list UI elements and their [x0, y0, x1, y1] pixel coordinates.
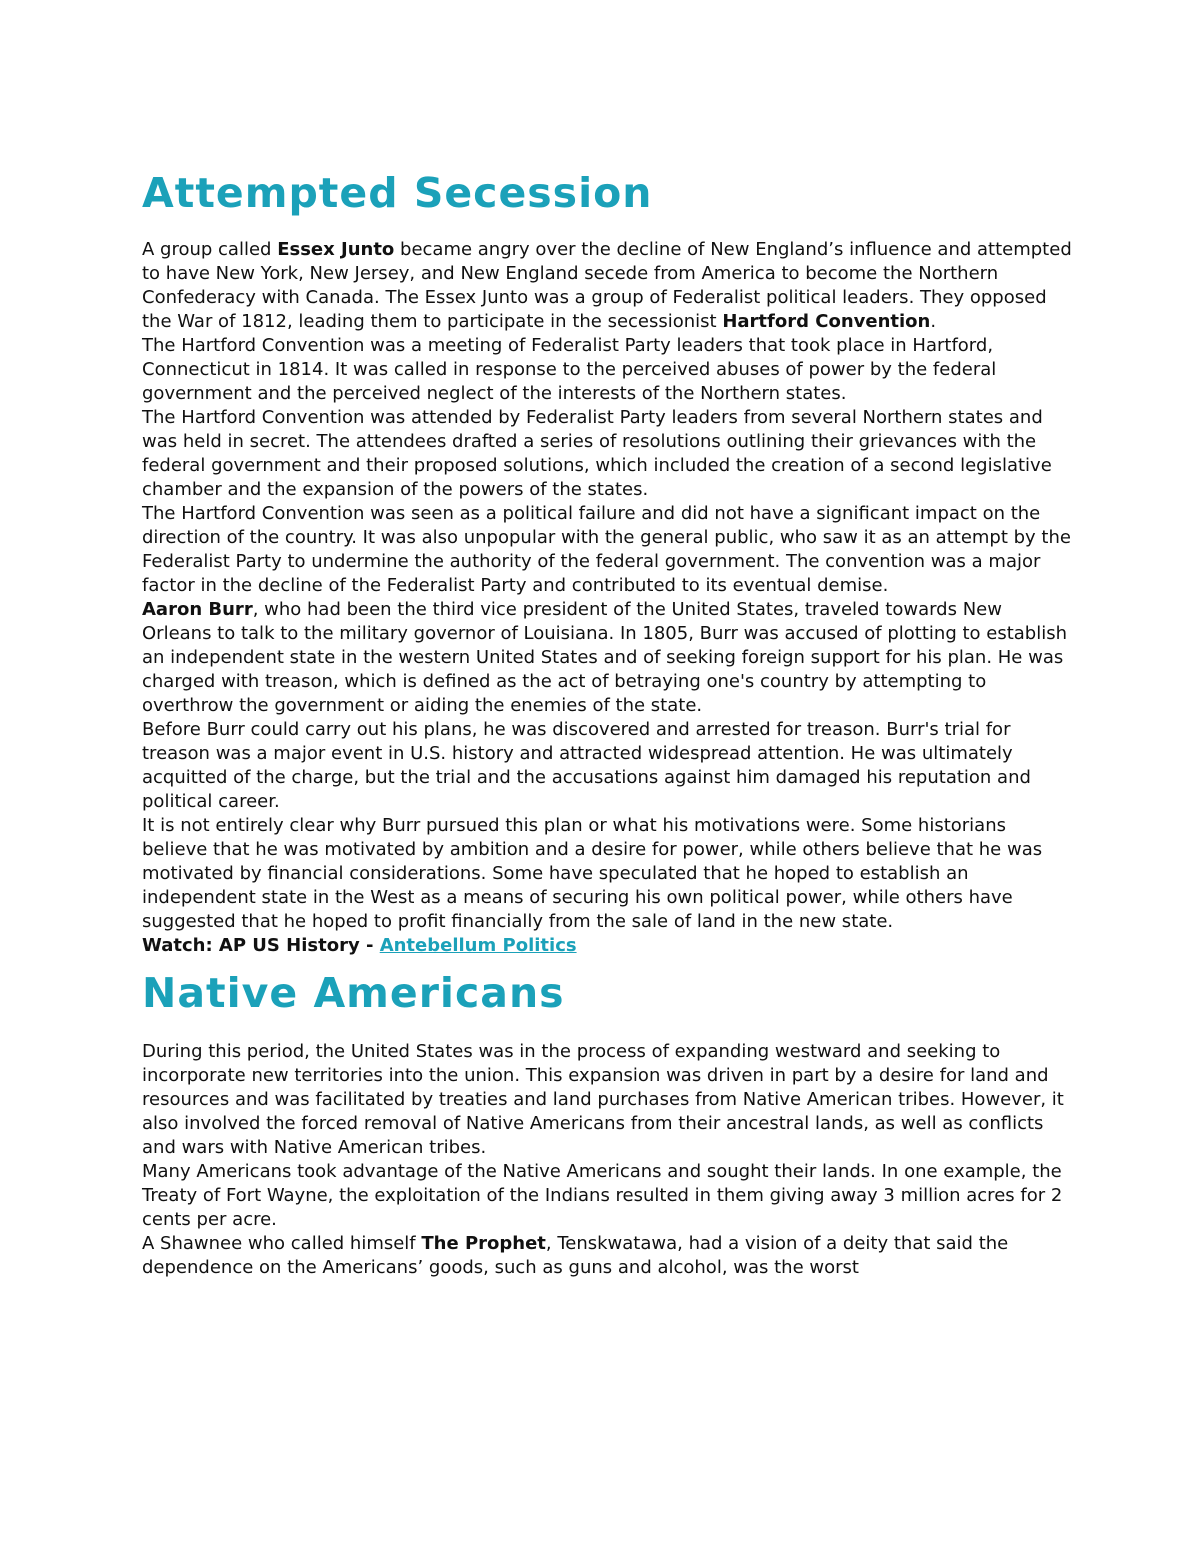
text-run: became angry over the decline of New England’s influence and attempted to have New York, New Jersey, and New England secede from America to become the Northern Confederacy with Canada. The Essex Junto was a group of Federalist political leaders. They opposed the War of 1812, leading them to participate in the secessionist — [142, 239, 1072, 332]
document-page — [142, 166, 1072, 1280]
paragraph-burr-trial: Before Burr could carry out his plans, he was discovered and arrested for treason. Burr's trial for treason was a major event in U.S. history and attracted widespread attention. He was ultimately acquitted of the charge, but the trial and the accusations against him damaged his reputation and political career. — [142, 719, 1031, 812]
text-run: , who had been the third vice president of the United States, traveled towards New Orleans to talk to the military governor of Louisiana. In 1805, Burr was accused of plotting to establish an independent state in the western United States and of seeking foreign support for his plan. He was charged with treason, which is defined as the act of betraying one's country by attempting to overthrow the government or aiding the enemies of the state. — [142, 599, 1068, 716]
antebellum-politics-link[interactable]: Antebellum Politics — [379, 935, 577, 956]
text-run: A group called — [142, 239, 278, 260]
heading-attempted-secession: Attempted Secession — [142, 169, 653, 217]
paragraph-aaron-burr — [142, 598, 1072, 718]
watch-label: Watch: AP US History - — [142, 935, 380, 956]
term-aaron-burr: Aaron Burr — [142, 599, 253, 620]
text-run: . — [930, 311, 937, 332]
paragraph-hartford-attendees: The Hartford Convention was attended by Federalist Party leaders from several Northern states and was held in secret. The attendees drafted a series of resolutions outlining their grievances with the federal government and their proposed solutions, which included the creation of a second legislative chamber and the expansion of the powers of the states. — [142, 407, 1052, 500]
term-the-prophet: The Prophet — [421, 1233, 546, 1254]
paragraph-essex-junto — [142, 238, 1072, 334]
text-run: A Shawnee who called himself — [142, 1233, 422, 1254]
watch-line — [142, 934, 1072, 958]
text-run: , Tenskwatawa, had a vision of a deity that said the dependence on the Americans’ goods, such as guns and alcohol, was the worst — [142, 1233, 1009, 1278]
term-hartford-convention: Hartford Convention — [722, 311, 931, 332]
paragraph-the-prophet — [142, 1232, 1072, 1280]
paragraph-westward-expansion: During this period, the United States was in the process of expanding westward and seeking to incorporate new territories into the union. This expansion was driven in part by a desire for land and resources and was facilitated by treaties and land purchases from Native American tribes. However, it also involved the forced removal of Native Americans from their ancestral lands, as well as conflicts and wars with Native American tribes. — [142, 1041, 1064, 1158]
paragraph-fort-wayne: Many Americans took advantage of the Native Americans and sought their lands. In one example, the Treaty of Fort Wayne, the exploitation of the Indians resulted in them giving away 3 million acres for 2 cents per acre. — [142, 1161, 1063, 1230]
paragraph-hartford-meeting: The Hartford Convention was a meeting of Federalist Party leaders that took place in Hartford, Connecticut in 1814. It was called in response to the perceived abuses of power by the federal government and the perceived neglect of the interests of the Northern states. — [142, 335, 997, 404]
heading-native-americans: Native Americans — [142, 969, 565, 1017]
paragraph-burr-motivations: It is not entirely clear why Burr pursued this plan or what his motivations were. Some historians believe that he was motivated by ambition and a desire for power, while others believe that he was motivated by financial considerations. Some have speculated that he hoped to establish an independent state in the West as a means of securing his own political power, while others have suggested that he hoped to profit financially from the sale of land in the new state. — [142, 815, 1043, 932]
term-essex-junto: Essex Junto — [277, 239, 395, 260]
paragraph-hartford-failure: The Hartford Convention was seen as a political failure and did not have a significant impact on the direction of the country. It was also unpopular with the general public, who saw it as an attempt by the Federalist Party to undermine the authority of the federal government. The convention was a major factor in the decline of the Federalist Party and contributed to its eventual demise. — [142, 503, 1071, 596]
